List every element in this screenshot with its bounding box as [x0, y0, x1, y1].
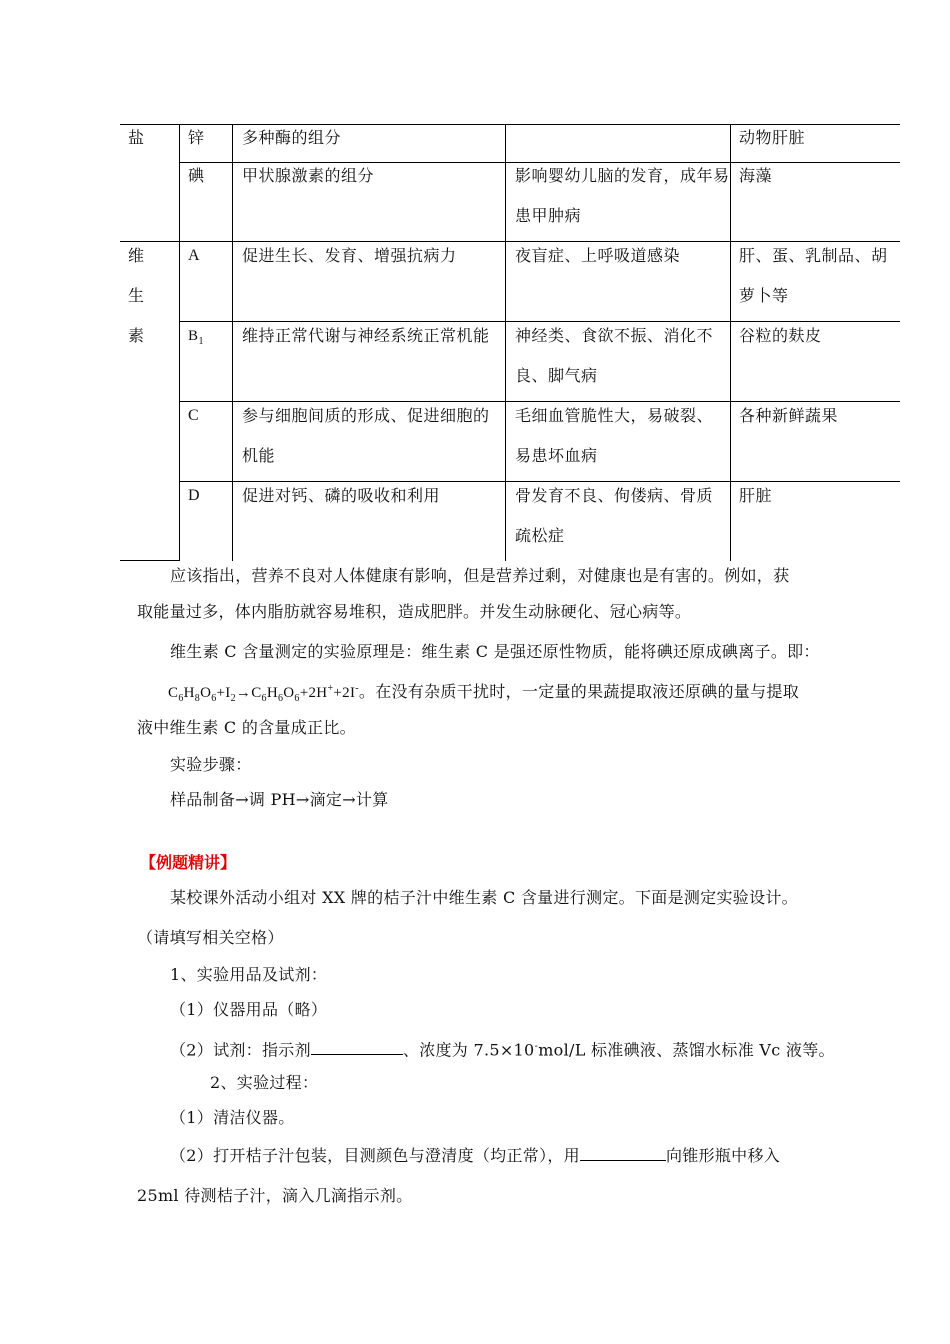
paragraph-line: 维生素 C 含量测定的实验原理是：维生素 C 是强还原性物质，能将碘还原成碘离子。即：: [170, 642, 820, 661]
paragraph-line: [168, 679, 799, 709]
table-cell-item: D: [188, 487, 201, 504]
table-cell-item: C: [188, 407, 200, 424]
table-cell-deficiency: 神经类、食欲不振、消化不良、脚气病: [515, 326, 714, 385]
table-cell-deficiency: 影响婴幼儿脑的发育，成年易患甲肿病: [515, 166, 730, 225]
heading-bracket: 【: [140, 853, 157, 872]
nutrient-table: [120, 124, 900, 561]
paragraph-line: 液中维生素 C 的含量成正比。: [137, 718, 356, 737]
paragraph-line: 取能量过多，体内脂肪就容易堆积，造成肥胖。并发生动脉硬化、冠心病等。: [137, 602, 692, 621]
table-cell-item: 锌: [188, 128, 205, 147]
example-note: （请填写相关空格）: [137, 928, 284, 947]
table-cell-deficiency: 骨发育不良、佝偻病、骨质疏松症: [515, 486, 714, 545]
table-cell-function: 甲状腺激素的组分: [242, 166, 375, 185]
table-cell-function: 维持正常代谢与神经系统正常机能: [242, 326, 490, 345]
step-heading: 2、实验过程：: [210, 1073, 319, 1092]
heading-title: 例题精讲: [156, 853, 221, 872]
table-bottom-border: [120, 560, 179, 561]
table-cell-function: 参与细胞间质的形成、促进细胞的机能: [242, 406, 490, 465]
column-divider: [730, 124, 731, 561]
step-item: （1）清洁仪器。: [170, 1108, 295, 1127]
table-cell-item: $B_1$: [188, 328, 205, 347]
column-divider: [179, 124, 180, 561]
step-text: （2）试剂：指示剂: [170, 1040, 311, 1060]
table-cell-function: 多种酶的组分: [242, 128, 342, 147]
column-divider: [232, 124, 233, 561]
paragraph-line: 应该指出，营养不良对人体健康有影响，但是营养过剩，对健康也是有害的。例如，获: [170, 566, 790, 585]
table-cell-source: 肝脏: [739, 486, 773, 505]
table-cell-category: 盐: [128, 128, 145, 147]
steps-flow: 样品制备→调 PH→滴定→计算: [170, 790, 389, 809]
answer-blank-pipette[interactable]: [580, 1144, 666, 1161]
step-text: （2）打开桔子汁包装，目测颜色与澄清度（均正常），用: [170, 1146, 580, 1165]
table-cell-source: 谷粒的麸皮: [739, 326, 822, 345]
step-item: [170, 1037, 835, 1060]
step-item: （1）仪器用品（略）: [170, 1000, 328, 1019]
table-cell-category: 维生素: [128, 246, 159, 345]
table-cell-function: 促进对钙、磷的吸收和利用: [242, 486, 441, 505]
answer-blank-indicator[interactable]: [311, 1038, 403, 1055]
table-cell-function: 促进生长、发育、增强抗病力: [242, 246, 457, 265]
step-item: [170, 1144, 780, 1166]
step-text: mol/L 标准碘液、蒸馏水标准 Vc 液等。: [538, 1040, 835, 1060]
heading-bracket: 】: [220, 853, 237, 872]
column-divider: [505, 124, 506, 561]
table-cell-item: 碘: [188, 166, 205, 185]
table-cell-source: 海藻: [739, 166, 773, 185]
table-cell-source: 各种新鲜蔬果: [739, 406, 839, 425]
step-heading: 1、实验用品及试剂：: [170, 965, 328, 984]
section-heading: [140, 850, 236, 873]
paragraph-text: 。在没有杂质干扰时，一定量的果蔬提取液还原碘的量与提取: [358, 682, 799, 701]
step-text: 、浓度为 7.5×10: [402, 1040, 535, 1060]
table-cell-item: A: [188, 247, 201, 264]
steps-label: 实验步骤：: [170, 755, 252, 774]
table-cell-source: 动物肝脏: [739, 128, 806, 147]
example-intro: 某校课外活动小组对 XX 牌的桔子汁中维生素 C 含量进行测定。下面是测定实验设计。: [170, 888, 798, 907]
step-text: 向锥形瓶中移入: [665, 1146, 781, 1165]
table-cell-deficiency: 毛细血管脆性大，易破裂、易患坏血病: [515, 406, 714, 465]
reaction-formula: $C_6H_8O_6+I_2\to C_6H_6O_6+2H^++2I^-$: [168, 683, 359, 704]
superscript: -: [534, 1041, 539, 1052]
table-cell-deficiency: 夜盲症、上呼吸道感染: [515, 246, 681, 265]
step-item: 25ml 待测桔子汁，滴入几滴指示剂。: [137, 1186, 413, 1205]
table-cell-source: 肝、蛋、乳制品、胡萝卜等: [739, 246, 888, 305]
